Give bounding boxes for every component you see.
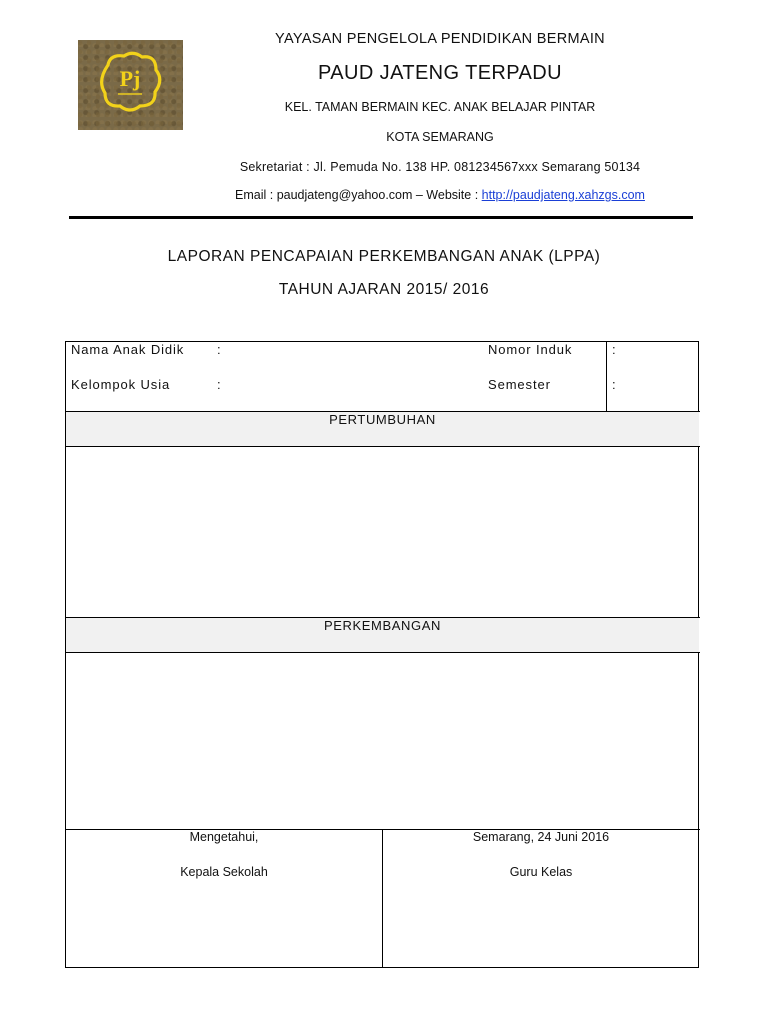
report-year: TAHUN AJARAN 2015/ 2016 — [278, 281, 490, 298]
secretariat-line: Sekretariat : Jl. Pemuda No. 138 HP. 081234567xxx Semarang 50134 — [239, 160, 641, 174]
student-name-label: Nama Anak Didik — [71, 342, 185, 357]
signature-divider — [382, 829, 383, 968]
semester-colon: : — [612, 377, 617, 392]
website-link[interactable]: http://paudjateng.xahzgs.com — [481, 188, 645, 202]
development-content-area[interactable] — [70, 658, 694, 824]
age-group-label: Kelompok Usia — [71, 377, 171, 392]
logo-text: Pj — [119, 66, 141, 91]
student-name-colon: : — [217, 342, 222, 357]
principal-title: Kepala Sekolah — [180, 865, 268, 879]
foundation-name: YAYASAN PENGELOLA PENDIDIKAN BERMAIN — [275, 31, 605, 47]
student-id-label: Nomor Induk — [488, 342, 573, 357]
teacher-title: Guru Kelas — [509, 865, 573, 879]
kelurahan-line: KEL. TAMAN BERMAIN KEC. ANAK BELAJAR PINTAR — [284, 100, 596, 114]
student-id-colon: : — [612, 342, 617, 357]
growth-title: PERTUMBUHAN — [329, 412, 436, 427]
identity-divider — [606, 341, 607, 411]
header-divider — [69, 216, 693, 219]
row-divider — [65, 446, 700, 447]
development-title: PERKEMBANGAN — [323, 618, 441, 633]
report-title: LAPORAN PENCAPAIAN PERKEMBANGAN ANAK (LPPA) — [167, 248, 601, 265]
age-group-colon: : — [217, 377, 222, 392]
contact-line — [180, 188, 700, 202]
row-divider — [65, 652, 700, 653]
acknowledged-label: Mengetahui, — [189, 830, 259, 844]
school-logo — [78, 40, 183, 130]
school-name: PAUD JATENG TERPADU — [318, 62, 562, 84]
growth-content-area[interactable] — [70, 452, 694, 612]
semester-label: Semester — [488, 377, 551, 392]
email-text: Email : paudjateng@yahoo.com – Website : — [235, 188, 482, 202]
city-line: KOTA SEMARANG — [386, 130, 494, 144]
place-date: Semarang, 24 Juni 2016 — [472, 830, 610, 844]
